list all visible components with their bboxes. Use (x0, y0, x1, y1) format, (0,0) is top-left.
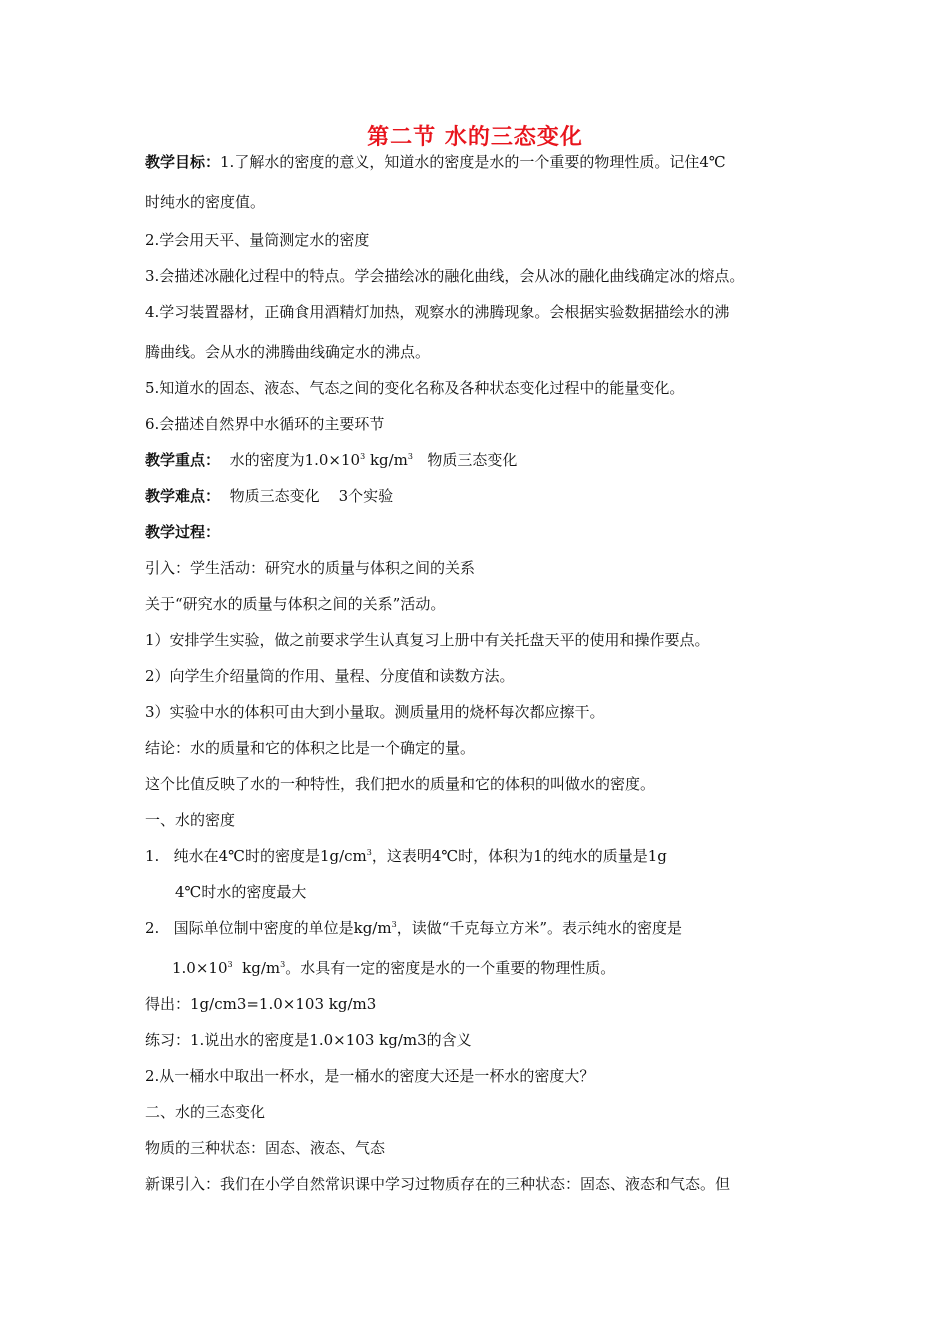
goals-line-1 (145, 152, 726, 172)
text-line-18: 新课引入：我们在小学自然常识课中学习过物质存在的三种状态：固态、液态和气态。但 (145, 1175, 731, 1193)
difficulties-label: 教学难点： (145, 487, 221, 505)
text-line-12a: 1.0×10 (172, 959, 228, 977)
text-line-9a: 1. 纯水在4℃时的密度是1g/cm (145, 847, 367, 865)
goal-item-2: 2.学会用天平、量筒测定水的密度 (145, 231, 370, 249)
text-line-11b: ，读做“千克每立方米”。表示纯水的密度是 (396, 919, 683, 937)
goal-item-4a: 4.学习装置器材，正确食用酒精灯加热，观察水的沸腾现象。会根据实验数据描绘水的沸 (145, 303, 730, 321)
key-points-sup-1: 3 (360, 452, 366, 461)
text-line-1: 引入：学生活动：研究水的质量与体积之间的关系 (145, 559, 476, 577)
key-points-text-c: 物质三态变化 (413, 451, 518, 469)
page-title: 第二节 水的三态变化 (367, 125, 583, 150)
section-heading-three-states: 二、水的三态变化 (145, 1103, 266, 1121)
text-line-12b: kg/m (232, 959, 281, 977)
text-line-12-sup-1: 3 (227, 960, 233, 969)
section-heading-density: 一、水的密度 (145, 811, 236, 829)
goal-item-6: 6.会描述自然界中水循环的主要环节 (145, 415, 385, 433)
text-line-9b: ，这表明4℃时，体积为1的纯水的质量是1g (371, 847, 667, 865)
text-line-2: 关于“研究水的质量与体积之间的关系”活动。 (145, 595, 446, 613)
goal-item-1a: 1.了解水的密度的意义，知道水的密度是水的一个重要的物理性质。记住4℃ (220, 153, 726, 171)
goal-item-5: 5.知道水的固态、液态、气态之间的变化名称及各种状态变化过程中的能量变化。 (145, 379, 685, 397)
text-line-3: 1）安排学生实验，做之前要求学生认真复习上册中有关托盘天平的使用和操作要点。 (145, 631, 710, 649)
text-line-5: 3）实验中水的体积可由大到小量取。测质量用的烧杯每次都应擦干。 (145, 703, 605, 721)
difficulties-text: 物质三态变化 3个实验 (229, 487, 394, 505)
key-points-text-b: kg/m (365, 451, 408, 469)
text-line-13: 得出：1g/cm3=1.0×103 kg/m3 (145, 995, 377, 1013)
text-line-9 (145, 846, 667, 866)
text-line-11a: 2. 国际单位制中密度的单位是kg/m (145, 919, 392, 937)
text-line-7: 这个比值反映了水的一种特性，我们把水的质量和它的体积的叫做水的密度。 (145, 775, 656, 793)
process-label: 教学过程： (145, 523, 221, 541)
goal-item-3: 3.会描述冰融化过程中的特点。学会描绘冰的融化曲线，会从冰的融化曲线确定冰的熔点。 (145, 267, 745, 285)
text-line-11 (145, 918, 682, 938)
key-points-sup-2: 3 (407, 452, 414, 461)
goals-label: 教学目标： (145, 153, 221, 171)
difficulties-line (145, 486, 393, 506)
text-line-4: 2）向学生介绍量筒的作用、量程、分度值和读数方法。 (145, 667, 515, 685)
key-points-text-a: 水的密度为1.0×10 (229, 451, 361, 469)
text-line-10: 4℃时水的密度最大 (175, 883, 307, 901)
text-line-12-sup-2: 3 (280, 960, 286, 969)
text-line-14: 练习：1.说出水的密度是1.0×103 kg/m3的含义 (145, 1031, 472, 1049)
key-points-line (145, 450, 517, 470)
goal-item-4b: 腾曲线。会从水的沸腾曲线确定水的沸点。 (145, 343, 431, 361)
text-line-12c: 。水具有一定的密度是水的一个重要的物理性质。 (285, 959, 616, 977)
key-points-label: 教学重点： (145, 451, 221, 469)
text-line-11-sup: 3 (391, 920, 397, 929)
text-line-9-sup: 3 (366, 848, 372, 857)
text-line-17: 物质的三种状态：固态、液态、气态 (145, 1139, 386, 1157)
text-line-6: 结论：水的质量和它的体积之比是一个确定的量。 (145, 739, 476, 757)
text-line-12 (172, 958, 615, 978)
text-line-15: 2.从一桶水中取出一杯水，是一桶水的密度大还是一杯水的密度大？ (145, 1067, 595, 1085)
goal-item-1b: 时纯水的密度值。 (145, 193, 266, 211)
